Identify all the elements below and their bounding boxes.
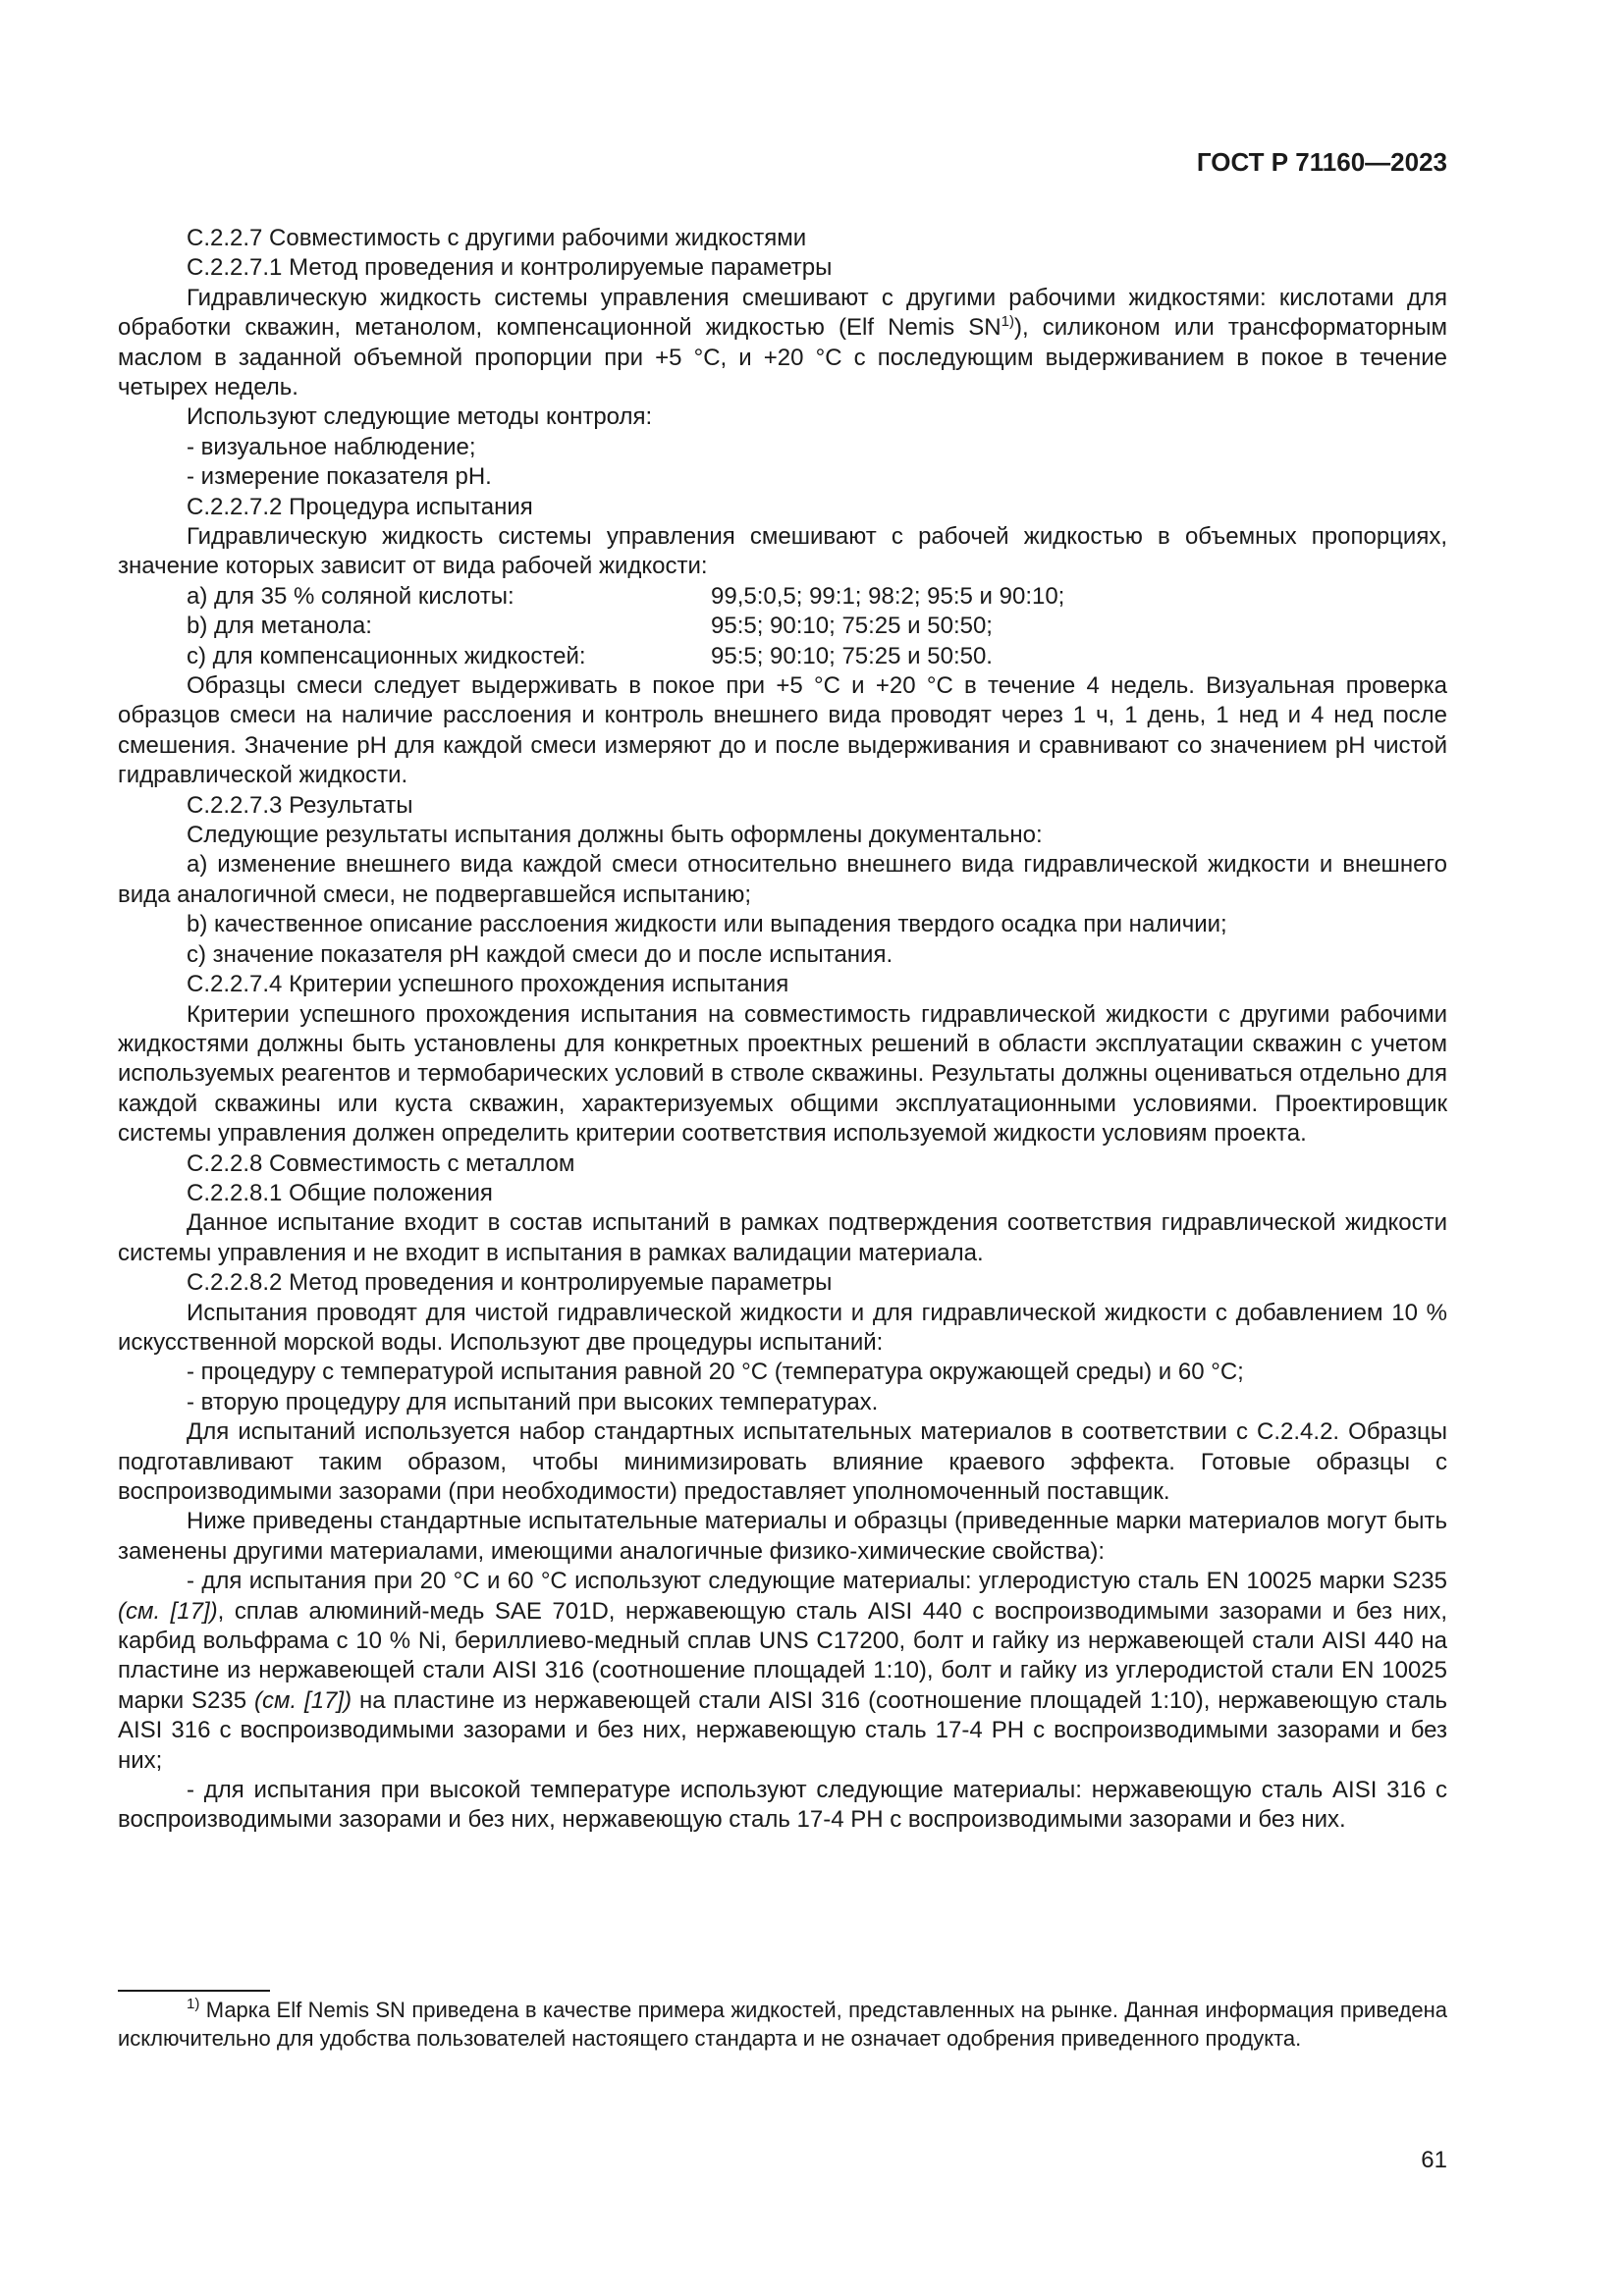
paragraph-general: Данное испытание входит в состав испытаний в рамках подтверждения соответствия гидравлической жидкости системы управления и не входит в испытания в рамках валидации материала. [118,1209,1447,1266]
ratio-values: 99,5:0,5; 99:1; 98:2; 95:5 и 90:10; [711,582,1065,610]
footnote-reference: 1) [1001,313,1014,331]
list-item-materials-20-60: - для испытания при 20 °С и 60 °С используют следующие материалы: углеродистую сталь EN 10025 марки S235 (см. [17]), сплав алюминий-медь SAE 701D, нержавеющую сталь AISI 440 с воспроизводимыми зазорами и без них, карбид вольфрама с 10 % Ni, бериллиево-медный сплав UNS C17200, болт и гайку из нержавеющей стали AISI 440 на пластине из нержавеющей стали AISI 316 (соотношение площадей 1:10), болт и гайку из углеродистой стали EN 10025 марки S235 (см. [17]) на пластине из нержавеющей стали AISI 316 (соотношение площадей 1:10), нержавеющую сталь AISI 316 с воспроизводимыми зазорами и без них, нержавеющую сталь 17-4 PH с воспроизводимыми зазорами и без них; [118,1568,1447,1774]
ratio-row [118,612,1447,641]
page-number: 61 [1421,2147,1447,2173]
citation: (см. [17]) [118,1597,218,1625]
ratio-row [118,582,1447,612]
paragraph-samples: Образцы смеси следует выдерживать в покое при +5 °С и +20 °С в течение 4 недель. Визуальная проверка образцов смеси на наличие расслоения и контроль внешнего вида проводят через 1 ч, 1 день, 1 нед и 4 нед после смешения. Значение pH для каждой смеси измеряют до и после выдерживания и сравнивают со значением pH чистой гидравлической жидкости. [118,672,1447,789]
document-header: ГОСТ Р 71160—2023 [1196,147,1447,177]
section-heading-c-2-2-7-2: С.2.2.7.2 Процедура испытания [187,493,533,520]
section-heading-c-2-2-8-2: С.2.2.8.2 Метод проведения и контролируемые параметры [187,1269,833,1297]
document-body [118,224,1447,1836]
citation: (см. [17]) [254,1686,352,1714]
section-heading-c-2-2-8-1: С.2.2.8.1 Общие положения [187,1179,493,1206]
ratio-label: a) для 35 % соляной кислоты: [187,582,514,610]
paragraph-control-methods: Используют следующие методы контроля: [187,403,653,431]
section-heading-c-2-2-8: С.2.2.8 Совместимость с металлом [187,1149,575,1177]
list-item-materials-high-temp: - для испытания при высокой температуре используют следующие материалы: нержавеющую сталь AISI 316 с воспроизводимыми зазорами и без них, нержавеющую сталь 17-4 PH с воспроизводимыми зазорами и без них. [118,1777,1447,1834]
paragraph-mixing: Гидравлическую жидкость системы управления смешивают с другими рабочими жидкостями: кислотами для обработки скважин, метанолом, компенсационной жидкостью (Elf Nemis SN$^{1)}$), силиконом или трансформаторным маслом в заданной объемной пропорции при +5 °С, и +20 °С с последующим выдерживанием в покое в течение четырех недель. [118,284,1448,401]
section-heading-c-2-2-7-3: С.2.2.7.3 Результаты [187,791,413,819]
footnote-text: $^{1)}$ Марка Elf Nemis SN приведена в качестве примера жидкостей, представленных на рынке. Данная информация приведена исключительно для удобства пользователей настоящего стандарта и не означает одобрения приведенного продукта. [118,1996,1447,2051]
footnote-marker: 1) [187,1996,200,2012]
list-item: b) качественное описание расслоения жидкости или выпадения твердого осадка при наличии; [187,911,1227,938]
paragraph-materials-list: Ниже приведены стандартные испытательные материалы и образцы (приведенные марки материалов могут быть заменены другими материалами, имеющими аналогичные физико-химические свойства): [118,1508,1447,1565]
list-item: - визуальное наблюдение; [187,433,476,460]
paragraph-materials-set: Для испытаний используется набор стандартных испытательных материалов в соответствии с С.2.4.2. Образцы подготавливают таким образом, чтобы минимизировать влияние краевого эффекта. Готовые образцы с воспроизводимыми зазорами (при необходимости) предоставляет уполномоченный поставщик. [118,1418,1447,1506]
ratio-label: b) для метанола: [187,613,372,640]
footnote-separator [118,1990,270,1992]
section-heading-c-2-2-7-4: С.2.2.7.4 Критерии успешного прохождения испытания [187,971,789,998]
section-heading-c-2-2-7: С.2.2.7 Совместимость с другими рабочими жидкостями [187,225,807,251]
section-heading-c-2-2-7-1: С.2.2.7.1 Метод проведения и контролируемые параметры [187,254,833,282]
ratio-row [118,642,1447,671]
ratio-values: 95:5; 90:10; 75:25 и 50:50; [711,613,993,640]
list-item: a) изменение внешнего вида каждой смеси относительно внешнего вида гидравлической жидкости и внешнего вида аналогичной смеси, не подвергавшейся испытанию; [118,851,1447,908]
paragraph-tests: Испытания проводят для чистой гидравлической жидкости и для гидравлической жидкости с добавлением 10 % искусственной морской воды. Используют две процедуры испытаний: [118,1299,1447,1356]
footnote [118,1996,1447,2053]
paragraph-criteria: Критерии успешного прохождения испытания на совместимость гидравлической жидкости с другими рабочими жидкостями должны быть установлены для конкретных проектных решений в области эксплуатации скважин с учетом используемых реагентов и термобарических условий в стволе скважины. Результаты должны оцениваться отдельно для каждой скважины или куста скважин, характеризуемых общими эксплуатационными условиями. Проектировщик системы управления должен определить критерии соответствия используемой жидкости условиям проекта. [118,1000,1447,1148]
list-item: c) значение показателя pH каждой смеси до и после испытания. [187,940,893,968]
paragraph-procedure: Гидравлическую жидкость системы управления смешивают с рабочей жидкостью в объемных пропорциях, значение которых зависит от вида рабочей жидкости: [118,523,1447,580]
ratio-label: c) для компенсационных жидкостей: [187,642,586,669]
paragraph-results-intro: Следующие результаты испытания должны быть оформлены документально: [187,822,1043,849]
ratio-values: 95:5; 90:10; 75:25 и 50:50. [711,642,993,669]
list-item: - измерение показателя pH. [187,463,492,491]
list-item: - процедуру с температурой испытания равной 20 °С (температура окружающей среды) и 60 °С; [187,1359,1244,1386]
list-item: - вторую процедуру для испытаний при высоких температурах. [187,1388,879,1415]
